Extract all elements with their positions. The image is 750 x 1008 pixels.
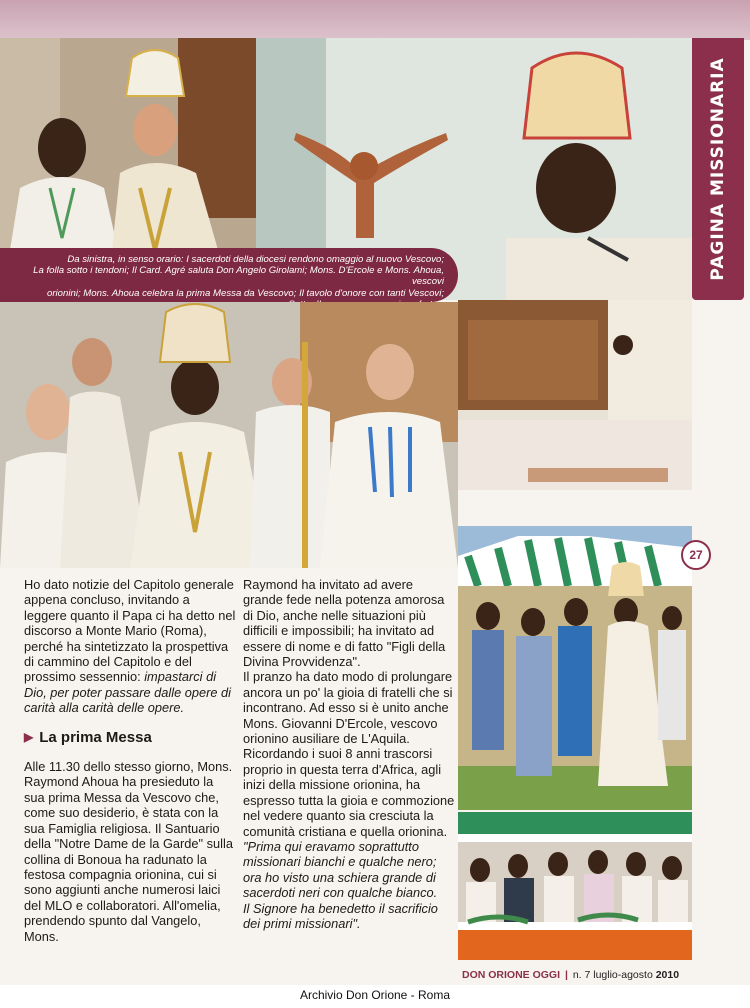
section-heading-text: La prima Messa [39,728,152,746]
section-band [692,38,744,300]
lunch-paragraph: Il pranzo ha dato modo di prolungare ancora un po' la gioia di fratelli che si incontrano. Ad esso si è unito anche Mons. Giovanni D'Ercole, vescovo orionino ausiliare de L'Aquila. [243,669,453,747]
issue-label: n. 7 luglio-agosto [572,969,653,981]
text-column-2 [243,577,455,931]
quote-paragraph: "Prima qui eravamo soprattutto missionari bianchi e qualche nero; ora ho visto una schiera grande di sacerdoti neri con qualche bianco. [243,838,438,901]
bishop-with-priest-photo [0,38,256,250]
caption-line: La folla sotto i tendoni; Il Card. Agré saluta Don Angelo Girolami; Mons. D'Ercole e Mons. Ahoua, vescovi [33,265,444,288]
archive-credit: Archivio Don Orione - Roma [299,988,451,1002]
tents-crowd-photo [458,526,692,810]
closing-paragraph: Il Signore ha benedetto il sacrificio dei primi missionari". [243,900,438,931]
mass-paragraph: Alle 11.30 dello stesso giorno, Mons. Raymond Ahoua ha presieduto la sua prima Messa da Vescovo che, come suo desiderio, è stata con la sua Famiglia religiosa. Il Santuario della "Notre Dame de la Garde" sulla collina di Bonoua ha radunato la festosa compagnia orionina, cui si sono aggiunti anche numerosi laici del MLO e collaboratori. All'omelia, prendendo spunto dal Vangelo, Mons. [24,759,233,944]
bishop-with-confreres-photo [0,302,458,568]
top-band [0,0,750,40]
arrow-icon: ▶ [24,729,34,744]
footer [462,969,679,981]
caption-line: Da sinistra, in senso orario: I sacerdoti della diocesi rendono omaggio al nuovo Vescovo; [67,254,444,265]
lectern-photo [458,300,692,490]
caption-line: orionini; Mons. Ahoua celebra la prima Messa da Vescovo; Il tavolo d'onore con tanti Vescovi; [47,287,444,299]
section-label: PAGINA MISSIONARIA [708,57,728,281]
intro-italic-text: impastarci di Dio, per poter passare dalle opere di carità alla carità delle opere. [24,669,232,716]
footer-separator: | [564,969,568,981]
intro-paragraph [24,577,236,716]
honour-table-photo [458,812,692,960]
intro-text: Ho dato notizie del Capitolo generale appena concluso, invitando a leggere quanto il Papa ci ha detto nel discorso a Monte Mario (Roma), perché ha sintetizzato la prospettiva di cammino del Capitolo e del prossimo sessennio: [24,577,236,685]
memories-paragraph: Ricordando i suoi 8 anni trascorsi proprio in questa terra d'Africa, agli inizi della missione orionina, ha espresso tutta la gioia e commozione nel vedere quanto sia cresciuta la comunità cristiana e quella orionina. [243,746,455,839]
photo-caption [0,248,458,302]
magazine-name: DON ORIONE OGGI [462,969,561,981]
issue-year: 2010 [655,969,680,981]
text-column-1 [24,577,236,944]
faith-paragraph: Raymond ha invitato ad avere grande fede nella potenza amorosa di Dio, anche nelle situazioni più difficili e impossibili; ha invitato ad essere di nome e di fatto "Figli della Divina Provvidenza". [243,577,446,670]
page-number-badge [681,540,711,570]
page-number: 27 [689,548,703,562]
section-heading [24,730,236,745]
